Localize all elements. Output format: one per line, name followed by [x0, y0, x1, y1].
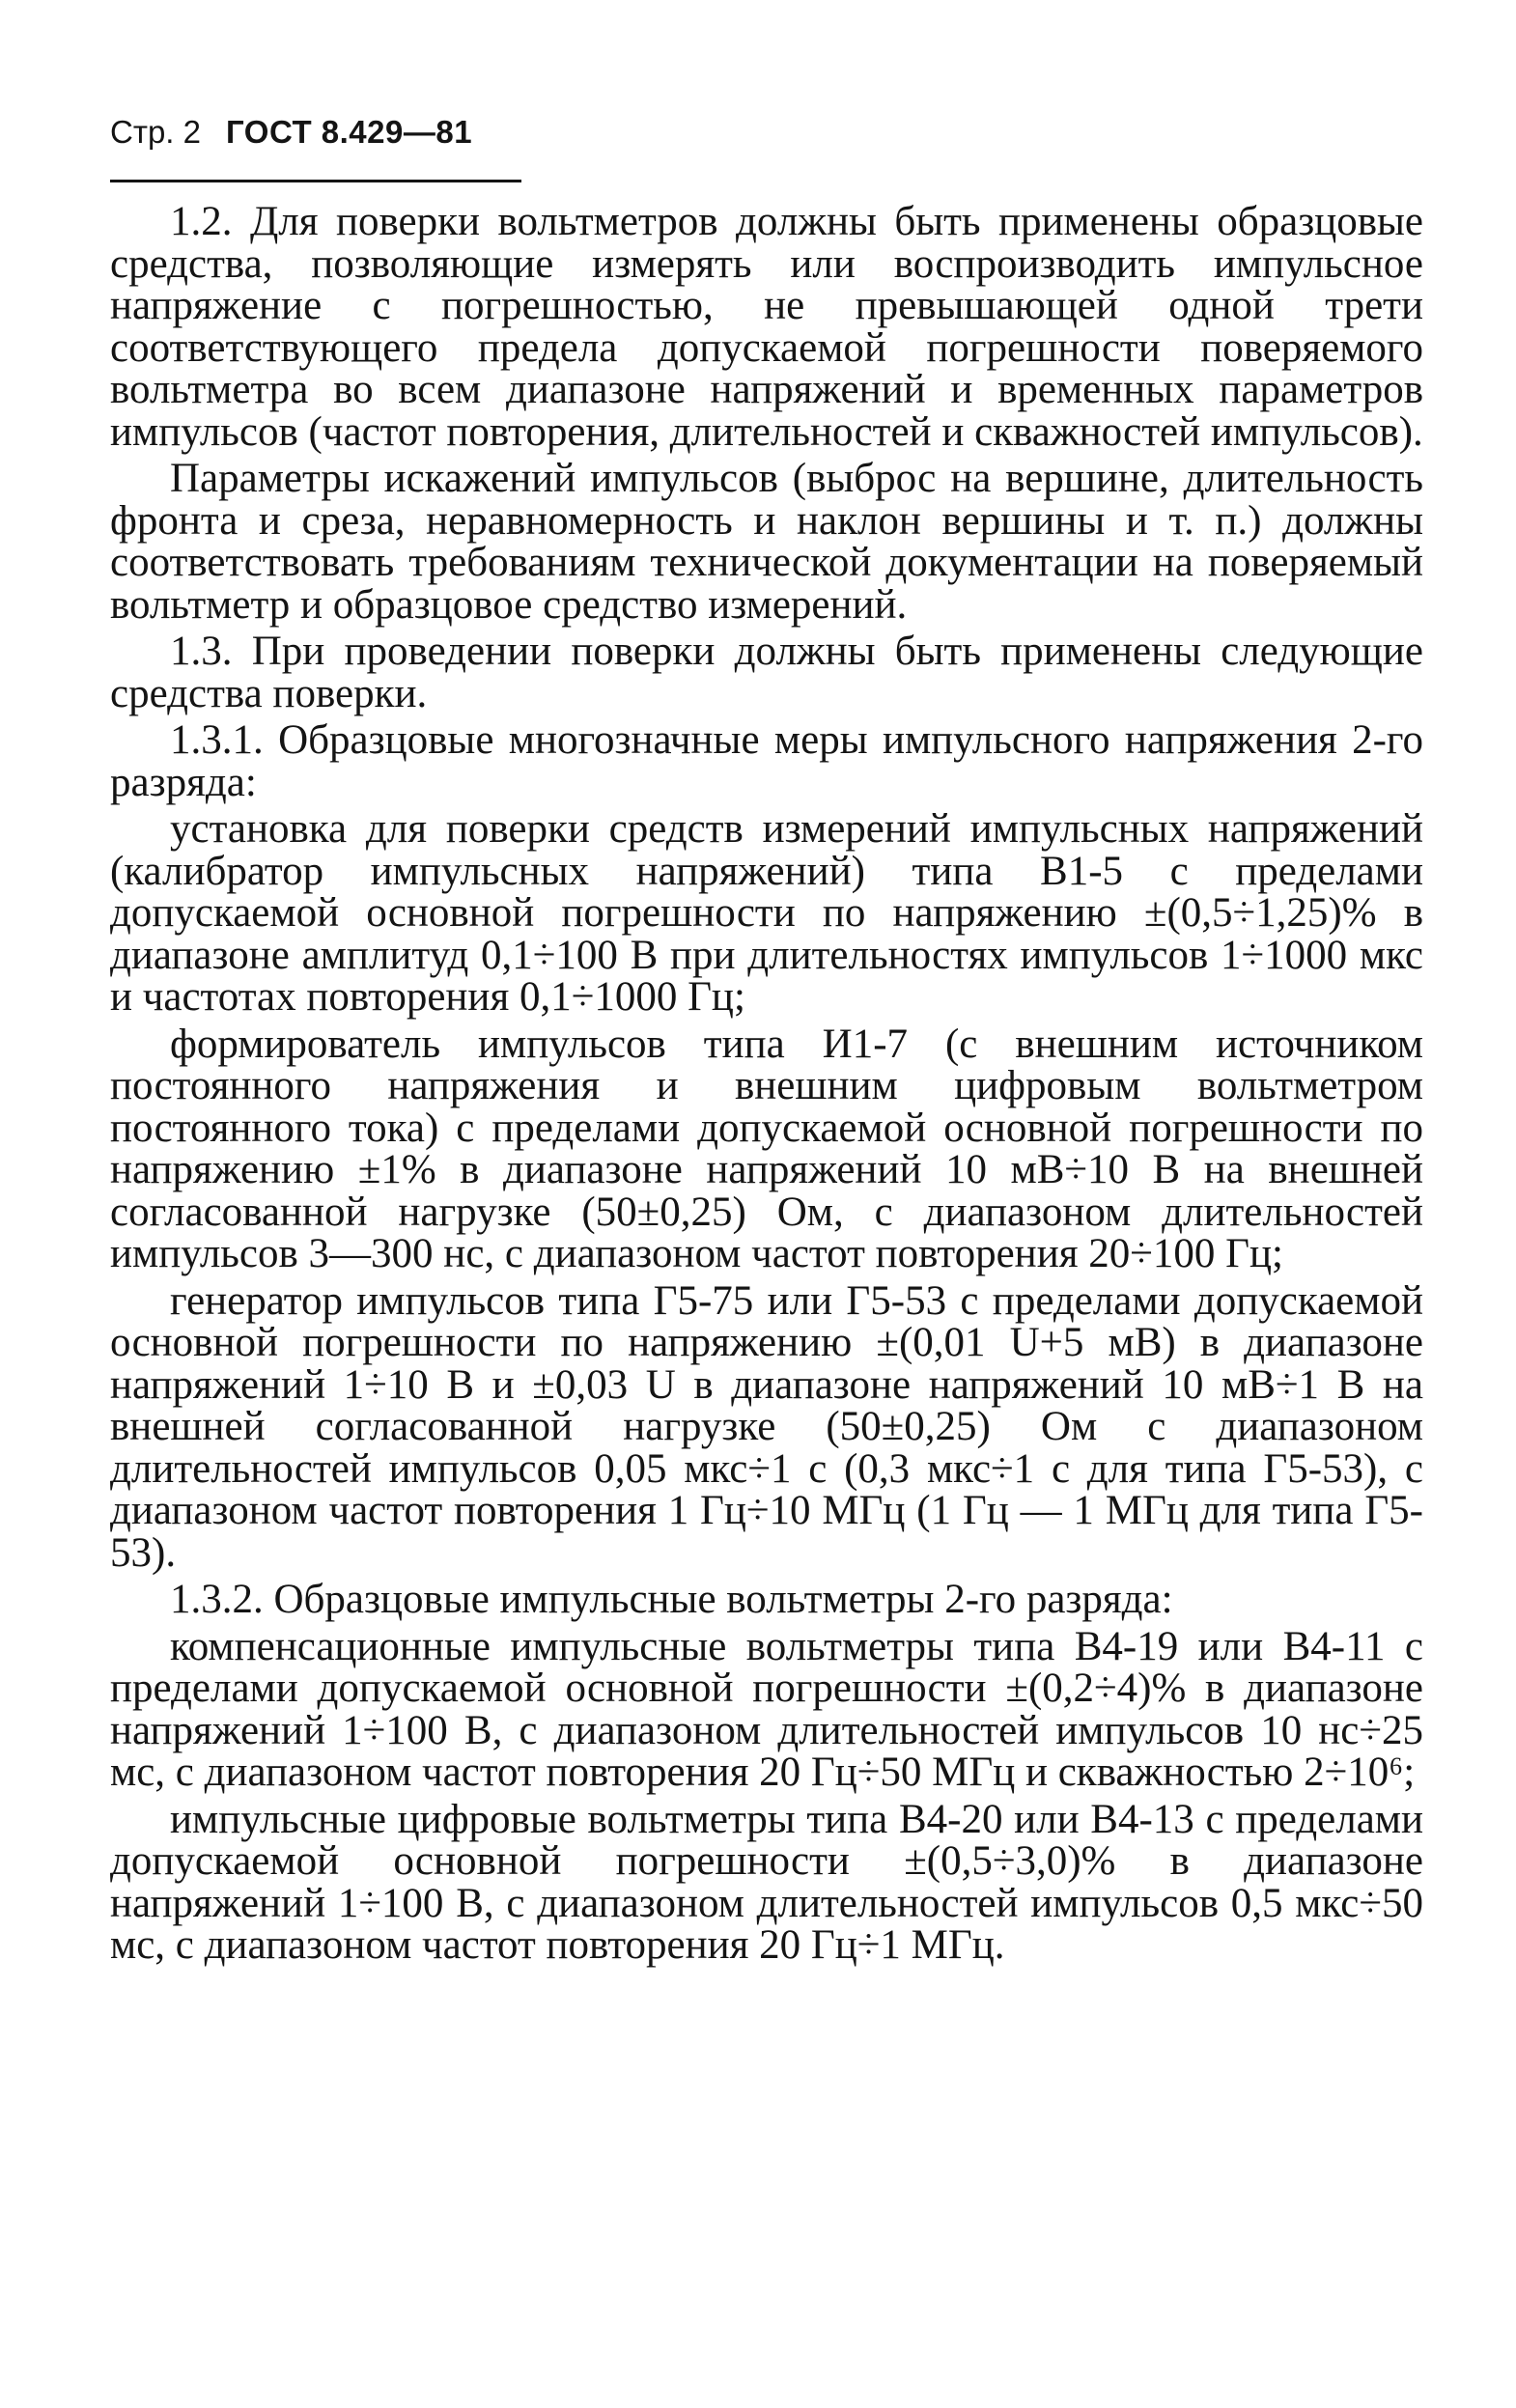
header-rule	[110, 180, 521, 182]
paragraph-1-3-2: 1.3.2. Образцовые импульсные вольтметры 2-го разряда:	[170, 1577, 1173, 1622]
page-header	[110, 114, 521, 172]
paragraph-1-3-1: 1.3.1. Образцовые многозначные меры импульсного напряжения 2-го разряда:	[110, 717, 1423, 805]
paragraph-1-2: 1.2. Для поверки вольтметров должны быть применены образцовые средства, позволяющие измерять или воспроизводить импульсное напряжение с погрешностью, не превышающей одной трети соответствующего предела допускаемой погрешности поверяемого вольтметра во всем диапазоне напряжений и временных параметров импульсов (частот повторения, длительностей и скважностей импульсов).	[110, 199, 1423, 455]
standard-number: ГОСТ 8.429—81	[226, 114, 473, 150]
paragraph-distortion-parameters: Параметры искажений импульсов (выброс на вершине, длительность фронта и среза, неравномерность и наклон вершины и т. п.) должны соответствовать требованиям технической документации на поверяемый вольтметр и образцовое средство измерений.	[110, 456, 1423, 628]
paragraph-generator-g5-75: генератор импульсов типа Г5-75 или Г5-53 с пределами допускаемой основной погрешности по напряжению ±(0,01 U+5 мВ) в диапазоне напряжений 1÷10 В и ±0,03 U в диапазоне напряжений 10 мВ÷1 В на внешней согласованной нагрузке (50±0,25) Ом с диапазоном длительностей импульсов 0,05 мкс÷1 с (0,3 мкс÷1 с для типа Г5-53), с диапазоном частот повторения 1 Гц÷10 МГц (1 Гц — 1 МГц для типа Г5-53).	[110, 1277, 1423, 1576]
document-body	[110, 201, 1423, 1972]
paragraph-compensation-voltmeters: компенсационные импульсные вольтметры типа В4-19 или В4-11 с пределами допускаемой основной погрешности ±(0,2÷4)% в диапазоне напряжений 1÷100 В, с диапазоном длительностей импульсов 10 нс÷25 мс, с диапазоном частот повторения 20 Гц÷50 МГц и скважностью 2÷10⁶;	[110, 1623, 1423, 1795]
paragraph-digital-voltmeters: импульсные цифровые вольтметры типа В4-20 или В4-13 с пределами допускаемой основной погрешности ±(0,5÷3,0)% в диапазоне напряжений 1÷100 В, с диапазоном длительностей импульсов 0,5 мкс÷50 мс, с диапазоном частот повторения 20 Гц÷1 МГц.	[110, 1796, 1423, 1968]
paragraph-calibrator-v1-5: установка для поверки средств измерений импульсных напряжений (калибратор импульсных напряжений) типа В1-5 с пределами допускаемой основной погрешности по напряжению ±(0,5÷1,25)% в диапазоне амплитуд 0,1÷100 В при длительностях импульсов 1÷1000 мкс и частотах повторения 0,1÷1000 Гц;	[110, 806, 1423, 1020]
paragraph-1-3: 1.3. При проведении поверки должны быть применены следующие средства поверки.	[110, 629, 1423, 716]
paragraph-pulse-shaper-i1-7: формирователь импульсов типа И1-7 (с внешним источником постоянного напряжения и внешним цифровым вольтметром постоянного тока) с пределами допускаемой основной погрешности по напряжению ±1% в диапазоне напряжений 10 мВ÷10 В на внешней согласованной нагрузке (50±0,25) Ом, с диапазоном длительностей импульсов 3—300 нс, с диапазоном частот повторения 20÷100 Гц;	[110, 1021, 1423, 1276]
page-number: Стр. 2	[110, 114, 201, 150]
